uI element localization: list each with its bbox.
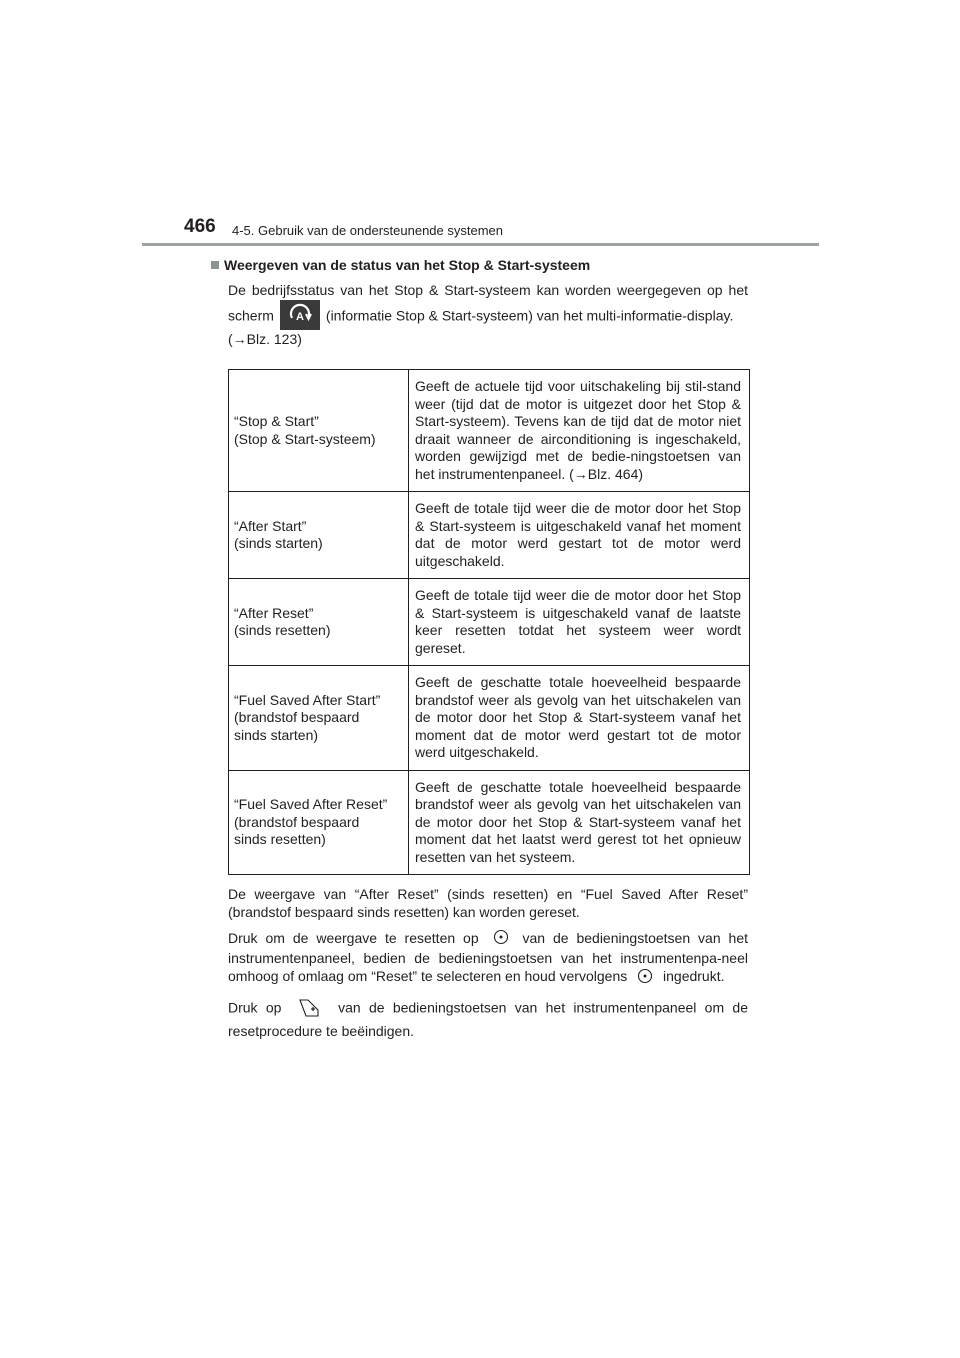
table-row <box>229 579 750 666</box>
header-divider <box>142 243 819 246</box>
table-row <box>229 666 750 771</box>
intro-text-1: De bedrijfsstatus van het Stop & Start-systeem kan worden weergegeven op het scherm <box>228 282 748 324</box>
row-description: Geeft de geschatte totale hoeveelheid bespaarde brandstof weer als gevolg van het uitschakelen van de motor door het Stop & Start-systeem vanaf het moment dat de motor werd gestart tot de motor werd uitgeschakeld. <box>409 666 750 771</box>
press-instructions <box>228 929 748 988</box>
intro-paragraph <box>228 278 748 348</box>
row-label: “Fuel Saved After Start” (brandstof bespaard sinds starten) <box>229 666 409 771</box>
section-heading-text: Weergeven van de status van het Stop & Start-systeem <box>224 257 591 273</box>
row-label: “After Reset” (sinds resetten) <box>229 579 409 666</box>
table-row <box>229 770 750 875</box>
press-text-1: Druk om de weergave te resetten op <box>228 930 479 946</box>
reset-note: De weergave van “After Reset” (sinds resetten) en “Fuel Saved After Reset” (brandstof bespaard sinds resetten) kan worden gereset. <box>228 886 748 920</box>
press-text-2: van de bedieningstoetsen van het instrumentenpaneel, bedien de bedieningstoetsen van het instrumentenpa-neel omhoog of omlaag om “Reset” te selecteren en houd vervolgens <box>228 930 748 985</box>
table-row <box>229 370 750 492</box>
table-row <box>229 492 750 579</box>
chapter-title: 4-5. Gebruik van de ondersteunende systemen <box>232 223 504 238</box>
footer-text <box>228 885 748 1040</box>
row-label: “Fuel Saved After Reset” (brandstof bespaard sinds resetten) <box>229 770 409 875</box>
bullet-square-icon <box>211 261 219 269</box>
row-description: Geeft de geschatte totale hoeveelheid bespaarde brandstof weer als gevolg van het uitschakelen van de motor door het Stop & Start-systeem vanaf het moment dat het laatst werd gerest tot het opnieuw resetten van het systeem. <box>409 770 750 875</box>
enter-button-icon <box>493 929 509 949</box>
back-button-icon <box>296 996 324 1022</box>
enter-button-icon <box>637 968 653 988</box>
section-heading <box>211 257 590 273</box>
row-description: Geeft de totale tijd weer die de motor door het Stop & Start-systeem is uitgeschakeld vanaf de laatste keer resetten totdat het systeem weer wordt gereset. <box>409 579 750 666</box>
row-description: Geeft de totale tijd weer die de motor door het Stop & Start-systeem is uitgeschakeld vanaf het moment dat de motor werd gestart tot de motor werd uitgeschakeld. <box>409 492 750 579</box>
status-table <box>228 369 750 875</box>
row-description: Geeft de actuele tijd voor uitschakeling bij stil-stand weer (tijd dat de motor is uitgezet door het Stop & Start-systeem). Tevens kan de tijd dat de motor niet draait wanneer de airconditioning is ingeschakeld, worden gewijzigd met de bedie-ningstoetsen van het instrumentenpaneel. (→Blz. 464) <box>409 370 750 492</box>
stop-start-a-icon <box>280 300 320 330</box>
intro-text-2: (informatie Stop & Start-systeem) van het multi-informatie-display. <box>325 307 734 324</box>
back-text-2: van de bedieningstoetsen van het instrumentenpaneel om de resetprocedure te beëindigen. <box>228 999 749 1039</box>
page-number: 466 <box>184 216 216 237</box>
back-instructions <box>228 996 748 1040</box>
row-label: “Stop & Start” (Stop & Start-systeem) <box>229 370 409 492</box>
intro-ref: (→Blz. 123) <box>228 331 302 347</box>
press-text-3: ingedrukt. <box>663 968 725 985</box>
svg-text:A: A <box>295 311 304 323</box>
back-text-1: Druk op <box>228 999 282 1016</box>
row-label: “After Start” (sinds starten) <box>229 492 409 579</box>
